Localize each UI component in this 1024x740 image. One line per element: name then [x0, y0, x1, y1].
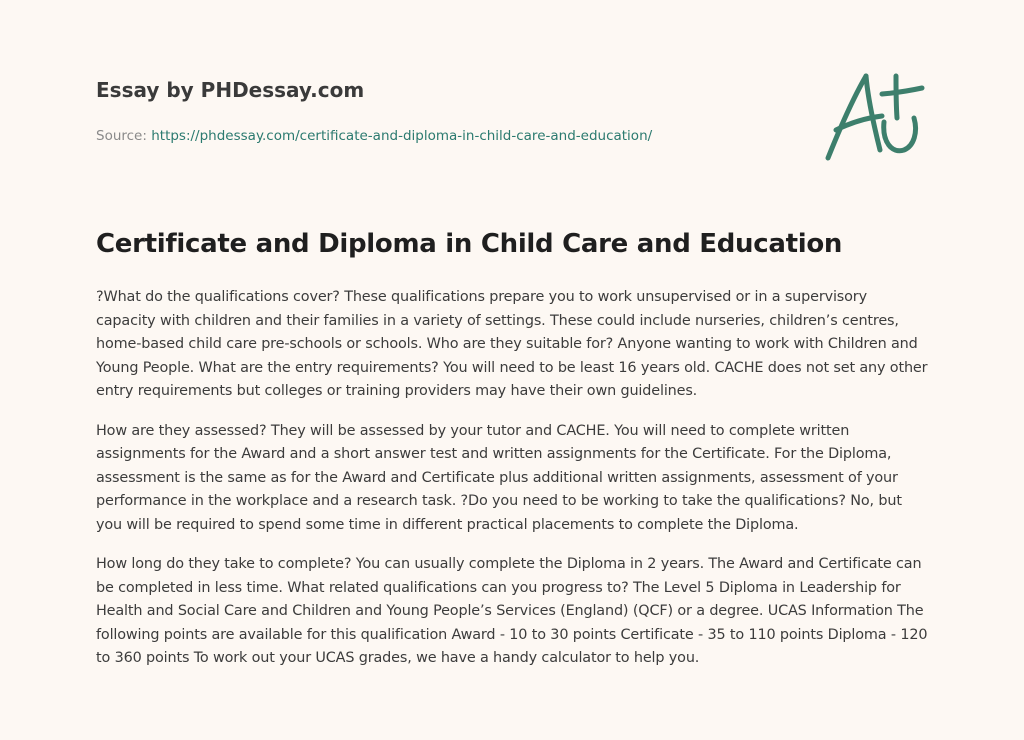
essay-title: Certificate and Diploma in Child Care and Education [96, 229, 843, 259]
site-title: Essay by PHDessay.com [96, 78, 365, 102]
source-label: Source: [96, 128, 147, 144]
essay-body [96, 224, 930, 687]
essay-header [96, 74, 796, 146]
source-link[interactable]: https://phdessay.com/certificate-and-diploma-in-child-care-and-education/ [151, 128, 653, 144]
essay-paragraph-3: How long do they take to complete? You can usually complete the Diploma in 2 years. The Award and Certificate can be completed in less time. What related qualifications can you progress to? The Level 5 Diploma in Leadership for Health and Social Care and Children and Young People’s Services (England) (QCF) or a degree. UCAS Information The following points are available for this qualification Award - 10 to 30 points Certificate - 35 to 110 points Diploma - 120 to 360 points To work out your UCAS grades, we have a handy calculator to help you. [96, 556, 928, 666]
a-plus-logo-icon [822, 66, 928, 166]
essay-paragraph-1: ?What do the qualifications cover? These qualifications prepare you to work unsupervised or in a supervisory capacity with children and their families in a variety of settings. These could include nurseries, children’s centres, home-based child care pre-schools or schools. Who are they suitable for? Anyone wanting to work with Children and Young People. What are the entry requirements? You will need to be least 16 years old. CACHE does not set any other entry requirements but colleges or training providers may have their own guidelines. [96, 289, 928, 399]
essay-paragraph-2: How are they assessed? They will be assessed by your tutor and CACHE. You will need to complete written assignments for the Award and a short answer test and written assignments for the Certificate. For the Diploma, assessment is the same as for the Award and Certificate plus additional written assignments, assessment of your performance in the workplace and a research task. ?Do you need to be working to take the qualifications? No, but you will be required to spend some time in different practical placements to complete the Diploma. [96, 422, 902, 533]
source-line [96, 126, 796, 146]
a-plus-logo-svg [822, 66, 928, 166]
